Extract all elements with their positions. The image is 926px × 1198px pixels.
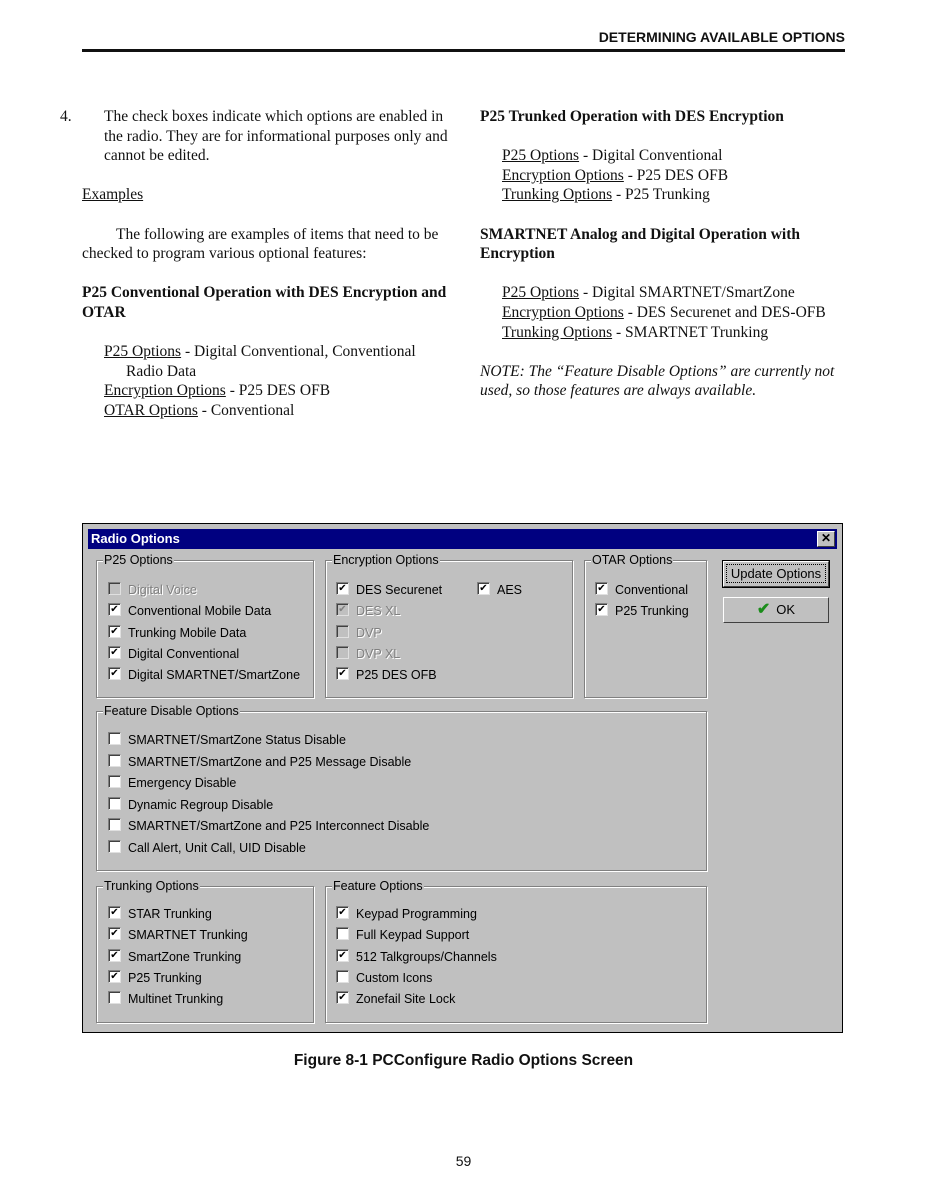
checkbox-unchecked[interactable] [108, 754, 121, 767]
checkbox-checked[interactable] [595, 582, 608, 595]
checkbox-label: Zonefail Site Lock [356, 992, 456, 1006]
checkbox-row [108, 949, 241, 965]
checkbox-row [108, 818, 429, 834]
checkbox-row [336, 970, 432, 986]
option-value: - Digital SMARTNET/SmartZone [579, 284, 795, 302]
update-options-button[interactable] [723, 561, 829, 587]
checkbox-label: P25 Trunking [128, 971, 202, 985]
checkbox-label: Conventional [615, 583, 688, 597]
trunking-options-legend: Trunking Options [104, 879, 199, 893]
item-text: The check boxes indicate which options are enabled in the radio. They are for informational purposes only and cannot be edited. [104, 108, 448, 165]
ok-button[interactable] [723, 597, 829, 623]
checkbox-row [336, 603, 400, 619]
encryption-options-legend: Encryption Options [333, 553, 439, 567]
section3-line [480, 303, 850, 323]
header-rule [82, 49, 845, 52]
checkbox-checked[interactable] [108, 667, 121, 680]
checkbox-unchecked[interactable] [108, 991, 121, 1004]
option-label: Encryption Options [104, 382, 226, 400]
checkbox-label: P25 Trunking [615, 604, 689, 618]
checkbox-checked[interactable] [595, 603, 608, 616]
section2-line [480, 185, 850, 205]
checkbox-label: Digital Conventional [128, 647, 240, 661]
section1-line [82, 342, 452, 381]
option-label: P25 Options [104, 343, 182, 361]
checkbox-row [108, 991, 223, 1007]
checkbox-row [108, 667, 300, 683]
checkbox-row [336, 625, 382, 641]
checkbox-label: SMARTNET/SmartZone Status Disable [128, 733, 346, 747]
checkbox-row [336, 927, 469, 943]
ok-label: OK [776, 602, 796, 617]
checkbox-label: Digital Voice [128, 583, 197, 597]
note: NOTE: The “Feature Disable Options” are currently not used, so those features are always available. [480, 362, 835, 400]
checkbox-checked[interactable] [108, 927, 121, 940]
checkbox-row [108, 582, 197, 598]
feature-disable-options-legend: Feature Disable Options [104, 704, 239, 718]
checkbox-unchecked[interactable] [108, 732, 121, 745]
option-value: - Digital Conventional, Conventional Radio Data [126, 343, 416, 380]
checkbox-row [108, 625, 246, 641]
checkbox-checked[interactable] [108, 625, 121, 638]
checkbox-label: Custom Icons [356, 971, 433, 985]
otar-options-legend: OTAR Options [592, 553, 673, 567]
option-label: P25 Options [502, 147, 580, 165]
close-icon: ✕ [820, 531, 832, 545]
option-value: - DES Securenet and DES-OFB [623, 303, 826, 321]
checkbox-label: DES Securenet [356, 583, 443, 597]
option-label: Encryption Options [502, 166, 624, 184]
feature-options-legend: Feature Options [333, 879, 423, 893]
option-value: - P25 DES OFB [225, 382, 331, 400]
option-label: Encryption Options [502, 303, 624, 321]
figure-caption: Figure 8-1 PCConfigure Radio Options Screen [293, 1052, 634, 1069]
option-value: - Conventional [197, 401, 295, 419]
checkbox-row [336, 991, 455, 1007]
checkbox-label: DES XL [356, 604, 401, 618]
otar-options-group [584, 553, 707, 698]
checkbox-row [108, 797, 273, 813]
list-item-4 [60, 107, 452, 166]
option-value: - Digital Conventional [579, 147, 723, 165]
checkbox-label: Trunking Mobile Data [128, 626, 247, 640]
dialog-title: Radio Options [91, 531, 180, 546]
option-value: - P25 Trunking [612, 186, 710, 204]
checkbox-unchecked[interactable] [108, 818, 121, 831]
checkbox-label: Keypad Programming [356, 907, 477, 921]
right-column [480, 107, 850, 401]
left-column [60, 107, 452, 421]
checkbox-row [108, 603, 271, 619]
checkbox-row [108, 646, 239, 662]
checkbox-row [108, 927, 248, 943]
checkbox-checked[interactable] [336, 667, 349, 680]
checkbox-label: STAR Trunking [128, 907, 212, 921]
option-label: OTAR Options [104, 401, 198, 419]
checkbox-checked[interactable] [336, 582, 349, 595]
option-label: Trunking Options [502, 323, 613, 341]
checkbox-checked [336, 603, 349, 616]
checkbox-row [336, 949, 497, 965]
checkbox-row [336, 906, 477, 922]
running-header: DETERMINING AVAILABLE OPTIONS [598, 29, 845, 45]
checkbox-row [108, 840, 306, 856]
checkbox-label: Dynamic Regroup Disable [128, 798, 274, 812]
section3-title: SMARTNET Analog and Digital Operation with Encryption [480, 225, 800, 263]
checkbox-row [108, 754, 411, 770]
section3-line [480, 283, 850, 303]
examples-heading: Examples [82, 186, 144, 204]
section2-title: P25 Trunked Operation with DES Encryption [480, 108, 784, 125]
checkbox-checked[interactable] [336, 906, 349, 919]
checkbox-label: Digital SMARTNET/SmartZone [128, 668, 301, 682]
option-label: P25 Options [502, 284, 580, 302]
checkbox-checked[interactable] [108, 603, 121, 616]
dialog-titlebar [88, 529, 837, 549]
checkbox-checked[interactable] [336, 949, 349, 962]
checkbox-unchecked[interactable] [108, 775, 121, 788]
examples-intro: The following are examples of items that need to be checked to program various optional features: [82, 225, 439, 263]
section1-line [82, 401, 452, 421]
checkbox-label: SmartZone Trunking [128, 950, 242, 964]
checkbox-unchecked [336, 625, 349, 638]
checkbox-unchecked[interactable] [336, 970, 349, 983]
checkbox-unchecked[interactable] [108, 797, 121, 810]
checkbox-checked[interactable] [108, 970, 121, 983]
checkbox-label: Multinet Trunking [128, 992, 224, 1006]
checkbox-label: 512 Talkgroups/Channels [356, 950, 497, 964]
p25-options-legend: P25 Options [104, 553, 173, 567]
checkbox-label: Full Keypad Support [356, 928, 470, 942]
checkbox-unchecked [108, 582, 121, 595]
checkbox-row [336, 646, 400, 662]
page-number: 59 [455, 1153, 472, 1169]
checkbox-label: DVP XL [356, 647, 401, 661]
checkbox-label: SMARTNET/SmartZone and P25 Message Disable [128, 755, 412, 769]
checkbox-unchecked [336, 646, 349, 659]
option-value: - P25 DES OFB [623, 166, 729, 184]
section1-line [82, 381, 452, 401]
checkbox-row [595, 603, 689, 619]
checkbox-checked[interactable] [108, 906, 121, 919]
checkbox-row [108, 775, 236, 791]
option-label: Trunking Options [502, 186, 613, 204]
checkbox-label: SMARTNET/SmartZone and P25 Interconnect Disable [128, 819, 430, 833]
radio-options-dialog [82, 523, 843, 1033]
checkbox-checked[interactable] [477, 582, 490, 595]
section3-line [480, 323, 850, 343]
checkbox-label: DVP [356, 626, 382, 640]
checkbox-row [336, 667, 437, 683]
checkbox-checked[interactable] [108, 646, 121, 659]
option-value: - SMARTNET Trunking [612, 323, 769, 341]
section2-line [480, 166, 850, 186]
checkbox-label: P25 DES OFB [356, 668, 437, 682]
checkbox-unchecked[interactable] [336, 927, 349, 940]
close-button[interactable] [817, 531, 835, 547]
checkbox-row [595, 582, 688, 598]
checkbox-unchecked[interactable] [108, 840, 121, 853]
checkbox-label: AES [497, 583, 523, 597]
checkbox-checked[interactable] [108, 949, 121, 962]
checkbox-label: Emergency Disable [128, 776, 237, 790]
checkmark-icon: ✔ [756, 601, 771, 618]
section1-title: P25 Conventional Operation with DES Encryption and OTAR [82, 284, 447, 321]
checkbox-row [108, 732, 346, 748]
checkbox-row [336, 582, 442, 598]
section2-line [480, 146, 850, 166]
checkbox-row [108, 970, 202, 986]
checkbox-label: SMARTNET Trunking [128, 928, 248, 942]
checkbox-checked[interactable] [336, 991, 349, 1004]
update-options-label: Update Options [726, 564, 826, 583]
checkbox-row [477, 582, 522, 598]
checkbox-label: Conventional Mobile Data [128, 604, 272, 618]
checkbox-label: Call Alert, Unit Call, UID Disable [128, 841, 306, 855]
checkbox-row [108, 906, 212, 922]
item-number: 4. [60, 108, 72, 125]
